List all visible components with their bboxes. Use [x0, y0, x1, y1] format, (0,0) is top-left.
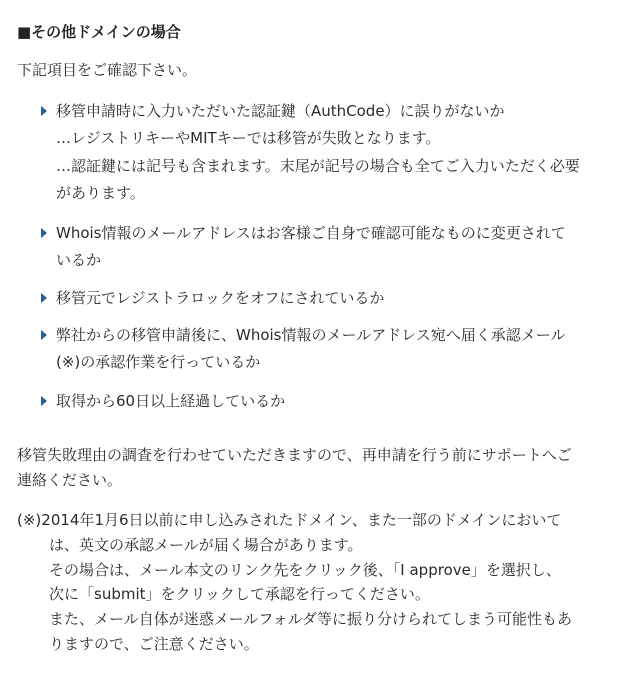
checklist-item-subline: …レジストリキーやMITキーでは移管が失敗となります。 — [56, 129, 441, 147]
bullet-triangle-icon — [41, 106, 47, 116]
bullet-triangle-icon — [41, 228, 47, 238]
bullet-triangle-icon — [41, 330, 47, 340]
checklist-item-line: 移管申請時に入力いただいた認証鍵（AuthCode）に誤りがないか — [56, 102, 505, 120]
checklist-item-line: 移管元でレジストラロックをオフにされているか — [56, 289, 385, 307]
checklist-item-line: Whois情報のメールアドレスはお客様ご自身で確認可能なものに変更されて — [56, 224, 566, 242]
checklist-item-line: いるか — [56, 251, 102, 269]
bullet-triangle-icon — [41, 396, 47, 406]
footnote-line: また、メール自体が迷惑メールフォルダ等に振り分けられてしまう可能性もあ — [49, 610, 573, 628]
section-heading: ■その他ドメインの場合 — [17, 23, 181, 41]
checklist-item-line: 取得から60日以上経過しているか — [56, 392, 286, 410]
support-paragraph-line: 連絡ください。 — [17, 471, 123, 489]
checklist-item-subline: があります。 — [56, 184, 145, 202]
footnote-line: は、英文の承認メールが届く場合があります。 — [49, 536, 363, 554]
checklist-item-line: (※)の承認作業を行っているか — [56, 353, 261, 371]
footnote-line: りますので、ご注意ください。 — [49, 635, 259, 653]
support-paragraph-line: 移管失敗理由の調査を行わせていただきますので、再申請を行う前にサポートへご — [17, 446, 572, 464]
checklist-item-line: 弊社からの移管申請後に、Whois情報のメールアドレス宛へ届く承認メール — [56, 326, 566, 344]
intro-text: 下記項目をご確認下さい。 — [17, 61, 198, 79]
bullet-triangle-icon — [41, 293, 47, 303]
footnote-first-line: (※)2014年1月6日以前に申し込みされたドメイン、また一部のドメインにおいて — [17, 511, 562, 529]
checklist-item-subline: …認証鍵には記号も含まれます。末尾が記号の場合も全てご入力いただく必要 — [56, 157, 580, 175]
footnote-line: その場合は、メール本文のリンク先をクリック後、「I approve」を選択し、 — [49, 561, 561, 579]
footnote-line: 次に「submit」をクリックして承認を行ってください。 — [49, 585, 430, 603]
